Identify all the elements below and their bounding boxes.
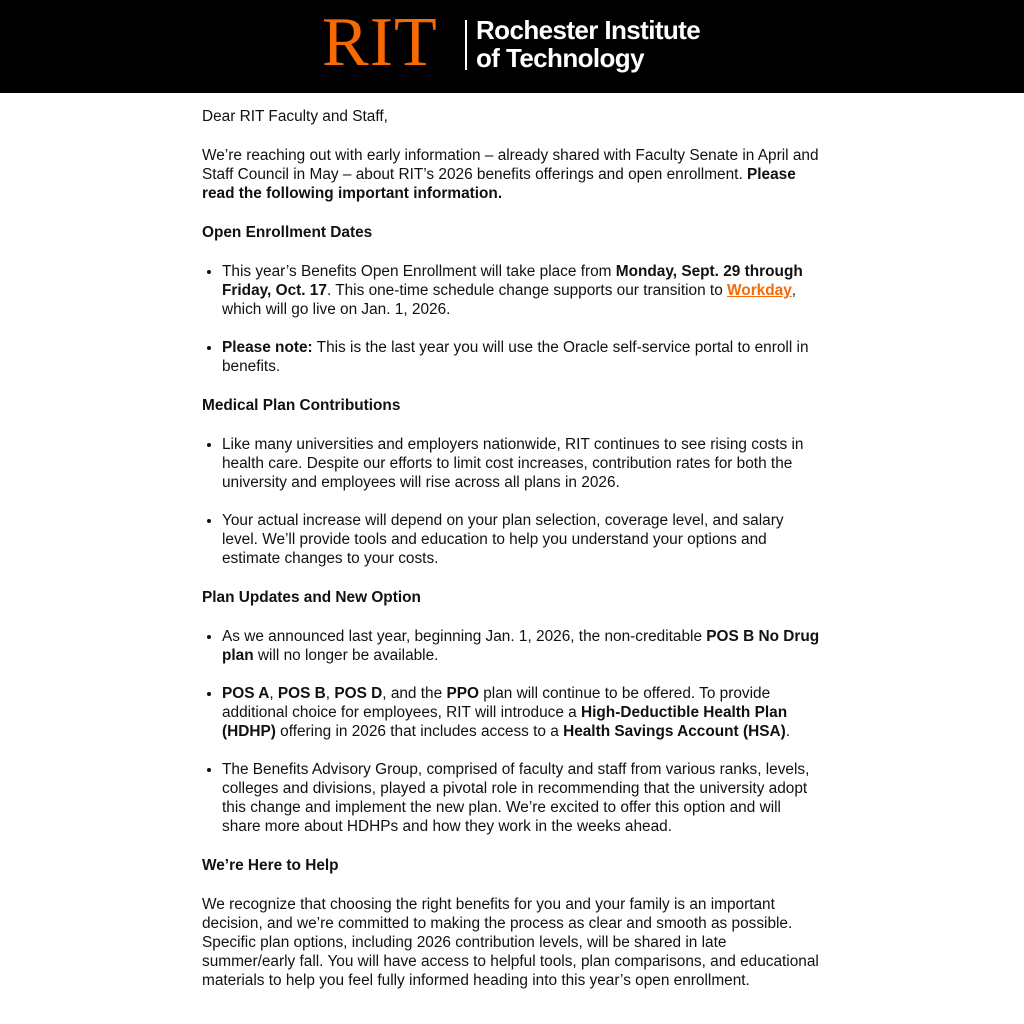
heading-help: We’re Here to Help <box>202 857 339 874</box>
enrollment-dates: Monday, Sept. 29 through Friday, Oct. 17 <box>222 263 803 299</box>
list-item <box>222 684 822 741</box>
list-item: • The Benefits Advisory Group, comprised of faculty and staff from various ranks, levels, colleges and divisions, played a pivotal role in recommending that the university adopt this change and implement the new plan. We’re excited to offer this option and will share more about HDHPs and how they work in the weeks ahead. <box>222 760 822 836</box>
list-item <box>222 338 822 376</box>
list-item <box>222 627 822 665</box>
plan-name: High-Deductible Health Plan (HDHP) <box>222 704 788 740</box>
plan-updates-list <box>202 627 822 836</box>
intro-paragraph <box>202 146 822 203</box>
note-label: Please note: <box>222 339 313 356</box>
intro-text: We’re reaching out with early information – already shared with Faculty Senate in April and Staff Council in May – about RIT’s 2026 benefits offerings and open enrollment. <box>202 147 819 183</box>
heading-medical-contributions: Medical Plan Contributions <box>202 397 401 414</box>
plan-name: PPO <box>446 685 479 702</box>
logo-line-2: of Technology <box>476 43 644 73</box>
item-text: , which will go live on Jan. 1, 2026. <box>222 282 797 318</box>
item-text: will no longer be available. <box>253 647 439 664</box>
item-text: As we announced last year, beginning Jan. 1, 2026, the non-creditable <box>222 628 707 645</box>
item-text: plan will continue to be offered. To provide additional choice for employees, RIT will introduce a <box>222 685 771 721</box>
heading-open-enrollment: Open Enrollment Dates <box>202 224 373 241</box>
logo-divider <box>465 20 467 70</box>
item-text: , and the <box>382 685 447 702</box>
rit-logo: RIT <box>322 4 438 81</box>
list-item <box>222 262 822 319</box>
item-text: This is the last year you will use the Oracle self-service portal to enroll in benefits. <box>222 339 809 375</box>
item-text: . This one-time schedule change supports our transition to <box>326 282 728 299</box>
help-paragraph: We recognize that choosing the right benefits for you and your family is an important decision, and we’re committed to making the process as clear and smooth as possible. Specific plan options, including 2026 contribution levels, will be shared in late summer/early fall. You will have access to helpful tools, plan comparisons, and educational materials to help you feel fully informed heading into this year’s open enrollment. <box>202 896 819 989</box>
plan-name: Health Savings Account (HSA) <box>563 723 786 740</box>
item-text: , <box>269 685 278 702</box>
plan-name: POS B <box>277 685 326 702</box>
heading-plan-updates: Plan Updates and New Option <box>202 589 421 606</box>
list-item: • Your actual increase will depend on your plan selection, coverage level, and salary level. We’ll provide tools and education to help you understand your options and estimate changes to your costs. <box>222 511 822 568</box>
medical-list <box>202 435 822 568</box>
header-banner <box>0 0 1024 93</box>
plan-name: POS B No Drug plan <box>222 628 820 664</box>
email-body <box>202 107 822 1010</box>
item-text: offering in 2026 that includes access to a <box>275 723 564 740</box>
list-item: • Like many universities and employers nationwide, RIT continues to see rising costs in health care. Despite our efforts to limit cost increases, contribution rates for both the university and employees will rise across all plans in 2026. <box>222 435 822 492</box>
open-enrollment-list <box>202 262 822 376</box>
logo-wordmark <box>476 16 700 72</box>
greeting: Dear RIT Faculty and Staff, <box>202 108 388 125</box>
logo-line-1: Rochester Institute <box>476 15 701 45</box>
workday-link[interactable]: Workday <box>727 282 792 299</box>
item-text: . <box>785 723 790 740</box>
plan-name: POS A <box>222 685 270 702</box>
intro-bold: Please read the following important information. <box>202 166 796 202</box>
item-text: , <box>325 685 335 702</box>
plan-name: POS D <box>334 685 383 702</box>
item-text: This year’s Benefits Open Enrollment will take place from <box>222 263 616 280</box>
